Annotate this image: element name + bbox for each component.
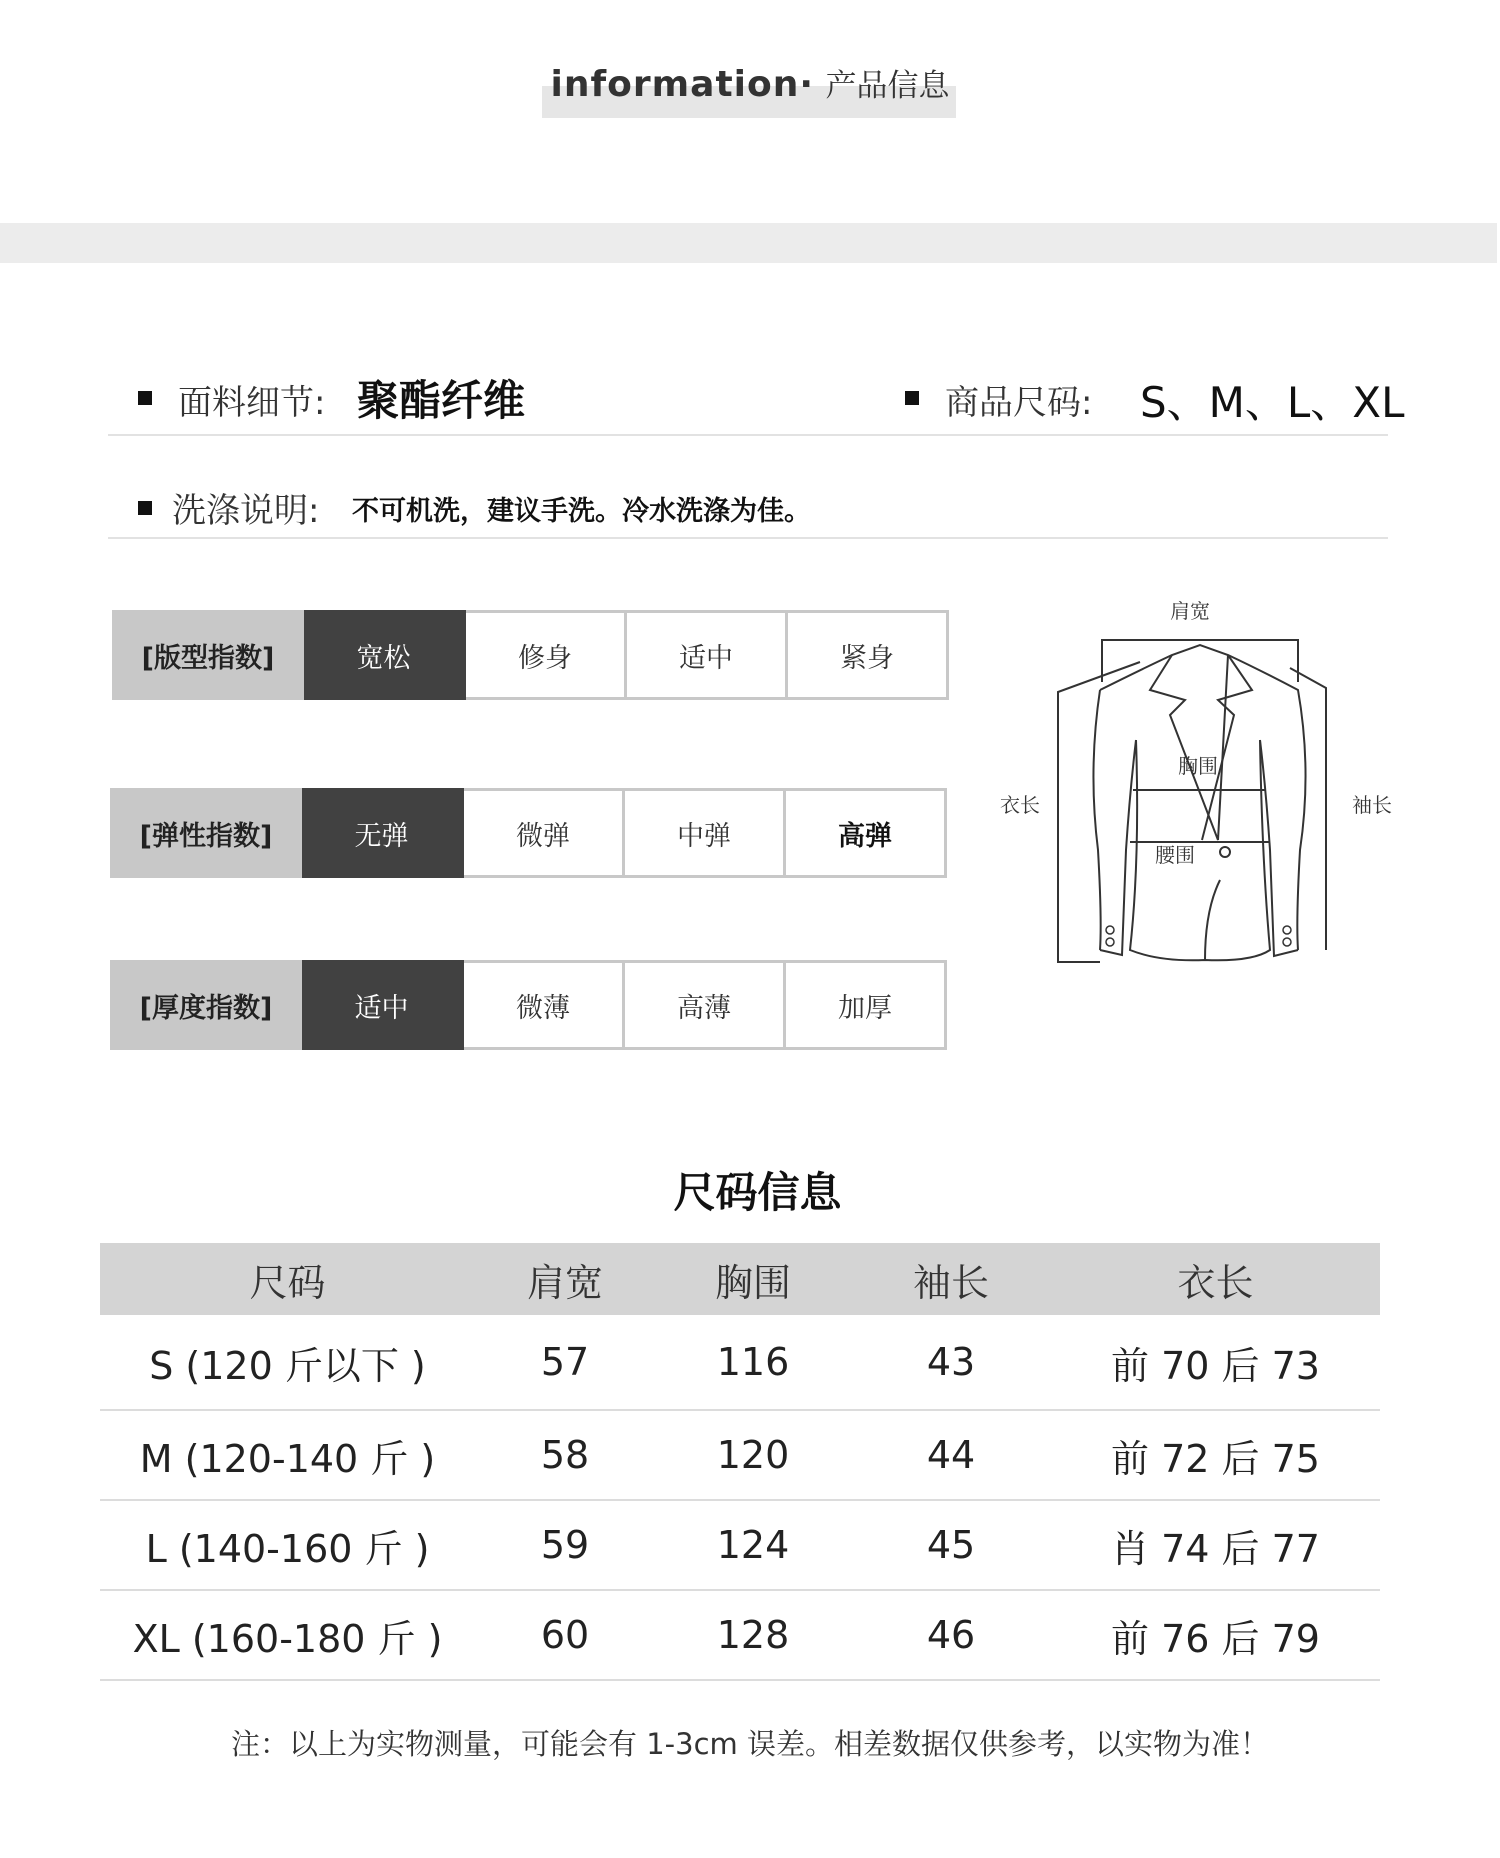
shoulder-label: 肩宽 [1170, 599, 1210, 623]
cell-chest: 124 [655, 1500, 851, 1590]
header-sleeve: 袖长 [851, 1243, 1051, 1315]
table-row [100, 1590, 1380, 1680]
fit-index-option: 适中 [627, 610, 788, 700]
table-row [100, 1500, 1380, 1590]
page-title-cn: 产品信息 [825, 68, 950, 104]
elasticity-index-label: [弹性指数] [110, 788, 302, 878]
cell-length: 前 76 后 79 [1051, 1590, 1380, 1680]
header-shoulder: 肩宽 [475, 1243, 655, 1315]
cell-size: L (140-160 斤 ) [100, 1500, 475, 1590]
wash-value: 不可机洗，建议手洗。冷水洗涤为佳。 [352, 496, 811, 527]
cuff-button-icon [1283, 926, 1291, 934]
cell-shoulder: 59 [475, 1500, 655, 1590]
bullet-icon [905, 391, 919, 405]
page-title [0, 60, 1500, 105]
elasticity-index-option: 中弹 [625, 788, 786, 878]
sleeve-measure-line [1290, 668, 1326, 950]
cuff-button-icon [1106, 938, 1114, 946]
thickness-index-option: 适中 [302, 960, 464, 1050]
thickness-index-option: 加厚 [786, 960, 947, 1050]
jacket-outline [1093, 645, 1305, 960]
cell-chest: 120 [655, 1410, 851, 1500]
thickness-index-label: [厚度指数] [110, 960, 302, 1050]
elasticity-index-row [110, 788, 947, 878]
cell-length: 前 70 后 73 [1051, 1315, 1380, 1410]
fit-index-label: [版型指数] [112, 610, 304, 700]
length-measure-line [1058, 662, 1140, 962]
table-row [100, 1315, 1380, 1410]
cell-chest: 116 [655, 1315, 851, 1410]
thickness-index-option: 微薄 [464, 960, 625, 1050]
fit-index-option: 修身 [466, 610, 627, 700]
chest-label: 胸围 [1178, 754, 1218, 778]
cell-sleeve: 44 [851, 1410, 1051, 1500]
size-value: S、M、L、XL [1140, 378, 1405, 427]
cell-shoulder: 58 [475, 1410, 655, 1500]
cell-length: 肖 74 后 77 [1051, 1500, 1380, 1590]
size-table [100, 1243, 1380, 1681]
button-icon [1220, 847, 1230, 857]
size-table-header-row [100, 1243, 1380, 1315]
fabric-value: 聚酯纤维 [357, 376, 526, 425]
divider-line [108, 434, 1388, 436]
cell-sleeve: 45 [851, 1500, 1051, 1590]
section-divider-band [0, 223, 1497, 263]
elasticity-index-option: 无弹 [302, 788, 464, 878]
thickness-index-row [110, 960, 947, 1050]
size-label: 商品尺码: [945, 383, 1093, 423]
size-table-title: 尺码信息 [673, 1168, 842, 1217]
cell-chest: 128 [655, 1590, 851, 1680]
fabric-label: 面料细节: [178, 383, 326, 423]
bullet-icon [138, 391, 152, 405]
table-row [100, 1410, 1380, 1500]
fit-index-row [112, 610, 949, 700]
measurement-note: 注：以上为实物测量，可能会有 1-3cm 误差。相差数据仅供参考，以实物为准！ [231, 1727, 1269, 1761]
elasticity-index-option: 微弹 [464, 788, 625, 878]
cell-shoulder: 60 [475, 1590, 655, 1680]
thickness-index-option: 高薄 [625, 960, 786, 1050]
header-size: 尺码 [100, 1243, 475, 1315]
fit-index-option: 宽松 [304, 610, 466, 700]
page-title-en: information· [550, 64, 815, 105]
cell-size: M (120-140 斤 ) [100, 1410, 475, 1500]
cell-length: 前 72 后 75 [1051, 1410, 1380, 1500]
cuff-button-icon [1283, 938, 1291, 946]
header-chest: 胸围 [655, 1243, 851, 1315]
wash-label: 洗涤说明: [172, 491, 320, 531]
cell-size: S (120 斤以下 ) [100, 1315, 475, 1410]
sleeve-label: 袖长 [1352, 793, 1392, 817]
cell-sleeve: 43 [851, 1315, 1051, 1410]
length-label: 衣长 [1000, 793, 1040, 817]
cell-sleeve: 46 [851, 1590, 1051, 1680]
waist-label: 腰围 [1155, 843, 1195, 867]
cuff-button-icon [1106, 926, 1114, 934]
header-length: 衣长 [1051, 1243, 1380, 1315]
cell-size: XL (160-180 斤 ) [100, 1590, 475, 1680]
cell-shoulder: 57 [475, 1315, 655, 1410]
elasticity-index-option: 高弹 [786, 788, 947, 878]
bullet-icon [138, 501, 152, 515]
divider-line [108, 537, 1388, 539]
fit-index-option: 紧身 [788, 610, 949, 700]
jacket-measurement-diagram [990, 590, 1410, 990]
